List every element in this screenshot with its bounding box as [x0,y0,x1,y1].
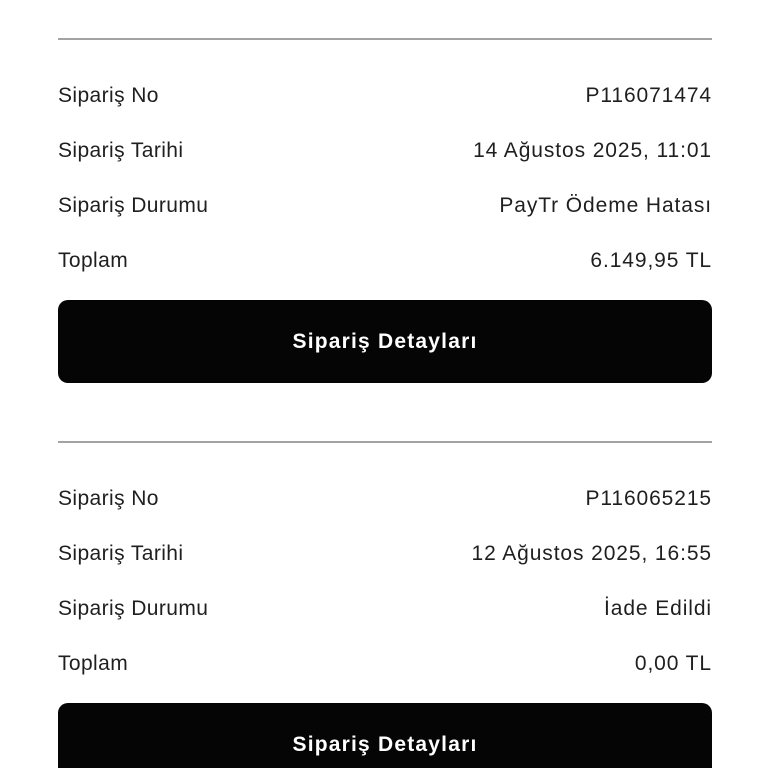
order-no-label: Sipariş No [58,83,159,107]
order-status-value: İade Edildi [604,596,712,620]
order-date-row [58,526,712,581]
order-status-row [58,178,712,233]
order-status-row [58,581,712,636]
order-summary-rows [58,443,712,691]
order-date-value: 12 Ağustos 2025, 16:55 [471,541,712,565]
order-no-row [58,471,712,526]
order-date-row [58,123,712,178]
order-no-value: P116065215 [585,486,712,510]
order-status-value: PayTr Ödeme Hatası [499,193,712,217]
order-total-label: Toplam [58,248,129,272]
order-date-label: Sipariş Tarihi [58,138,184,162]
order-details-button[interactable]: Sipariş Detayları [58,300,712,383]
order-date-value: 14 Ağustos 2025, 11:01 [473,138,712,162]
order-no-row [58,68,712,123]
order-summary-rows [58,40,712,288]
order-total-label: Toplam [58,651,129,675]
order-no-value: P116071474 [585,83,712,107]
order-date-label: Sipariş Tarihi [58,541,184,565]
order-status-label: Sipariş Durumu [58,596,209,620]
order-card [58,443,712,768]
order-details-button[interactable]: Sipariş Detayları [58,703,712,768]
order-total-row [58,636,712,691]
order-total-value: 0,00 TL [634,651,712,675]
order-total-value: 6.149,95 TL [590,248,712,272]
order-status-label: Sipariş Durumu [58,193,209,217]
order-total-row [58,233,712,288]
order-no-label: Sipariş No [58,486,159,510]
order-card [58,40,712,383]
